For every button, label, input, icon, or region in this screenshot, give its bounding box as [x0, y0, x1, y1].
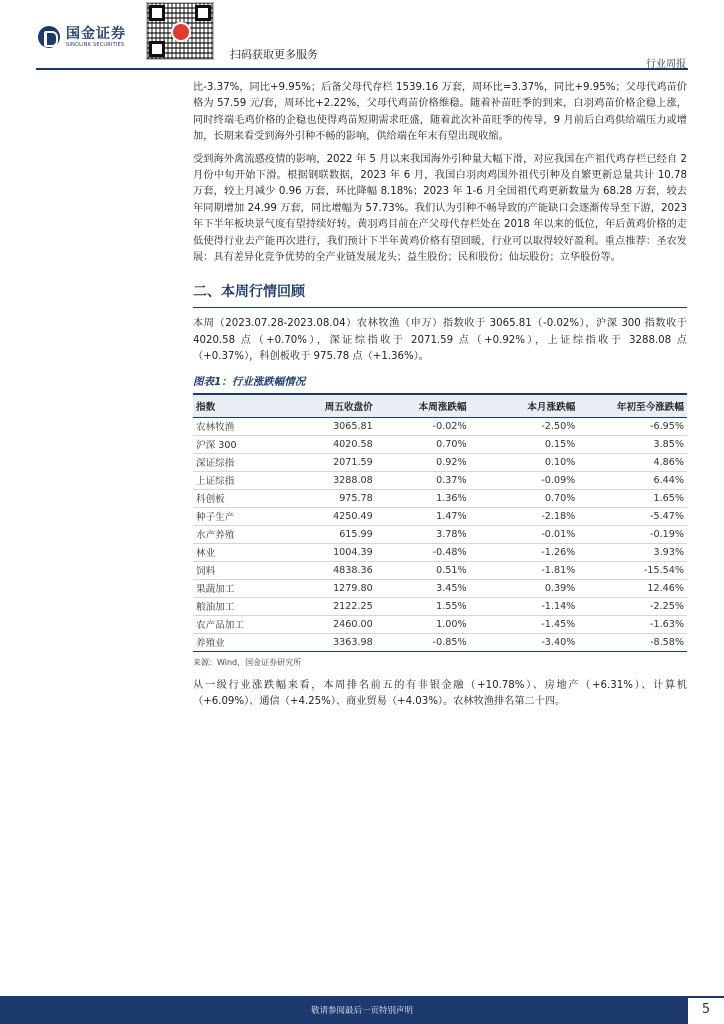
table-cell: 2071.59 — [333, 456, 373, 468]
table-cell: 饲料 — [196, 566, 216, 578]
table-cell: 种子生产 — [196, 512, 235, 524]
table-header-cell: 周五收盘价 — [324, 401, 373, 413]
table-cell: 1279.80 — [333, 582, 373, 594]
table-cell: -0.85% — [432, 636, 467, 648]
page-number-box — [686, 996, 724, 1024]
table-row — [193, 453, 687, 471]
market-summary: 本周（2023.07.28-2023.08.04）农林牧渔（申万）指数收于 3065.81（-0.02%），沪深 300 指数收于 4020.58 点（+0.70%），深证综指收于 2071.59 点（+0.92%），上证综指收于 3288.08 点（+0.37%），科创板收于 975.78 点（+1.36%）。 — [193, 318, 687, 363]
table-cell: 养殖业 — [196, 638, 225, 650]
table-header-cell: 本周涨跌幅 — [418, 401, 467, 413]
wechat-logo-icon — [171, 22, 191, 42]
table-cell: 0.39% — [544, 582, 576, 594]
table-cell: 12.46% — [647, 582, 684, 594]
table-cell: 1.47% — [436, 510, 467, 522]
table-cell: -0.01% — [541, 528, 576, 540]
table-cell: -0.02% — [432, 420, 467, 432]
table-cell: -15.54% — [643, 564, 684, 576]
table-cell: 上证综指 — [196, 476, 235, 488]
table-row — [193, 525, 687, 543]
table-cell: -2.18% — [541, 510, 576, 522]
table-row — [193, 615, 687, 633]
table-header-cell: 年初至今涨跌幅 — [616, 401, 684, 413]
table-cell: -0.48% — [432, 546, 467, 558]
table-cell: -0.19% — [650, 528, 684, 540]
table-cell: -5.47% — [650, 510, 684, 522]
index-performance-table — [193, 393, 687, 652]
table-row — [193, 633, 687, 651]
table-cell: 农林牧渔 — [196, 422, 235, 434]
table-cell: 3.78% — [436, 528, 467, 540]
table-cell: 4.86% — [653, 456, 684, 468]
table-cell: -0.09% — [541, 474, 576, 486]
table-row — [193, 597, 687, 615]
table-cell: 0.70% — [544, 492, 576, 504]
table-cell: 沪深 300 — [196, 440, 237, 452]
table-cell: -1.81% — [541, 564, 576, 576]
table-cell: 6.44% — [653, 474, 684, 486]
table-row — [193, 471, 687, 489]
table-row — [193, 507, 687, 525]
table-cell: 1.55% — [436, 600, 467, 612]
table-cell: 0.92% — [436, 456, 467, 468]
company-logo — [38, 26, 126, 48]
table-caption: 图表1：行业涨跌幅情况 — [193, 375, 306, 388]
table-row — [193, 435, 687, 453]
logo-icon — [38, 26, 60, 48]
table-cell: 林业 — [196, 548, 216, 560]
table-cell: 0.15% — [544, 438, 576, 450]
table-cell: 3363.98 — [333, 636, 373, 648]
document-type: 行业周报 — [646, 59, 686, 70]
table-cell: -6.95% — [650, 420, 684, 432]
table-cell: 3.93% — [653, 546, 684, 558]
table-cell: 深证综指 — [196, 458, 235, 470]
footer-disclaimer: 敬请参阅最后一页特别声明 — [310, 1006, 413, 1016]
table-cell: -2.25% — [650, 600, 684, 612]
table-cell: 0.51% — [436, 564, 467, 576]
table-row — [193, 543, 687, 561]
table-header-cell: 本月涨跌幅 — [527, 401, 576, 413]
table-cell: 1.36% — [436, 492, 467, 504]
table-row — [193, 417, 687, 435]
table-cell: 4250.49 — [333, 510, 373, 522]
table-cell: -8.58% — [650, 636, 684, 648]
table-cell: -1.63% — [650, 618, 684, 630]
table-cell: 975.78 — [339, 492, 373, 504]
header-divider — [36, 68, 688, 70]
table-cell: 0.70% — [436, 438, 467, 450]
table-cell: 1004.39 — [333, 546, 373, 558]
table-cell: -1.45% — [541, 618, 576, 630]
table-row — [193, 579, 687, 597]
table-cell: -1.14% — [541, 600, 576, 612]
table-row — [193, 489, 687, 507]
table-cell: 1.00% — [436, 618, 467, 630]
paragraph-import-breeding: 受到海外禽流感疫情的影响，2022 年 5 月以来我国海外引种量大幅下滑，对应我国在产祖代鸡存栏已经自 2 月份中旬开始下滑。根据钢联数据，2023 年 6 月，我国白羽肉鸡国外祖代引种及自繁更新总量共计 10.78 万套，较上月减少 0.96 万套，环比降幅 8.18%；2023 年 1-6 月全国祖代鸡更新数量为 68.28 万套，较去年同期增加 24.99 万套，同比增幅为 57.73%。我们认为引种不畅导致的产能缺口会逐渐传导至下游，2023 年下半年板块景气度有望持续好转。黄羽鸡目前在产父母代存栏处在 2018 年以来的低位，年后黄鸡价格的走低使得行业去产能再次进行，我们预计下半年黄鸡价格有望回暖，行业可以取得较好盈利。重点推荐：圣农发展：具有差异化竞争优势的全产业链发展龙头；益生股份；民和股份；仙坛股份；立华股份等。 — [193, 153, 687, 264]
table-cell: 3.85% — [653, 438, 684, 450]
table-cell: 0.10% — [544, 456, 576, 468]
page-number: 5 — [701, 1002, 711, 1017]
table-source: 来源：Wind，国金证券研究所 — [193, 657, 302, 667]
table-header-row — [193, 394, 687, 418]
table-cell: 粮油加工 — [196, 602, 235, 614]
table-cell: -2.50% — [541, 420, 576, 432]
table-cell: 615.99 — [339, 528, 373, 540]
table-cell: -3.40% — [541, 636, 576, 648]
table-cell: 果蔬加工 — [196, 584, 235, 596]
table-cell: 科创板 — [196, 494, 225, 506]
table-cell: 2460.00 — [333, 618, 373, 630]
table-cell: -1.26% — [541, 546, 576, 558]
qr-label: 扫码获取更多服务 — [230, 48, 318, 61]
table-cell: 3288.08 — [333, 474, 373, 486]
logo-name-cn: 国金证券 — [66, 25, 126, 42]
qr-code-icon[interactable] — [146, 2, 214, 60]
table-cell: 水产养殖 — [196, 530, 235, 542]
table-cell: 2122.25 — [333, 600, 373, 612]
table-cell: 0.37% — [436, 474, 467, 486]
section-title: 二、本周行情回顾 — [193, 272, 687, 308]
footer-bar — [0, 996, 724, 1024]
table-cell: 4838.36 — [333, 564, 373, 576]
table-cell: 3.45% — [436, 582, 467, 594]
paragraph-chicken-seedlings: 比-3.37%，同比+9.95%；后备父母代存栏 1539.16 万套，周环比=3.37%，同比+9.95%；父母代鸡苗价格为 57.59 元/套，周环比+2.22%，父母代鸡苗价格维稳。随着补苗旺季的到来，白羽鸡苗价格企稳上涨，同时终端毛鸡价格的企稳也使得鸡苗短期需求旺盛，随着此次补苗旺季的传导，9 月前后白鸡供给端压力或增加，长期来看受到海外引种不畅的影响，供给端在年末有望出现收缩。 — [193, 82, 687, 143]
logo-name-en: SINOLINK SECURITIES — [66, 41, 125, 48]
table-cell: 4020.58 — [333, 438, 373, 450]
industry-ranking-paragraph: 从一级行业涨跌幅来看，本周排名前五的有非银金融（+10.78%）、房地产（+6.31%）、计算机（+6.09%）、通信（+4.25%）、商业贸易（+4.03%）。农林牧渔排名第二十四。 — [193, 679, 687, 708]
table-row — [193, 561, 687, 579]
table-cell: 1.65% — [653, 492, 684, 504]
table-cell: 3065.81 — [333, 420, 373, 432]
table-header-cell: 指数 — [196, 401, 216, 413]
table-cell: 农产品加工 — [196, 620, 244, 632]
main-content — [193, 80, 687, 717]
